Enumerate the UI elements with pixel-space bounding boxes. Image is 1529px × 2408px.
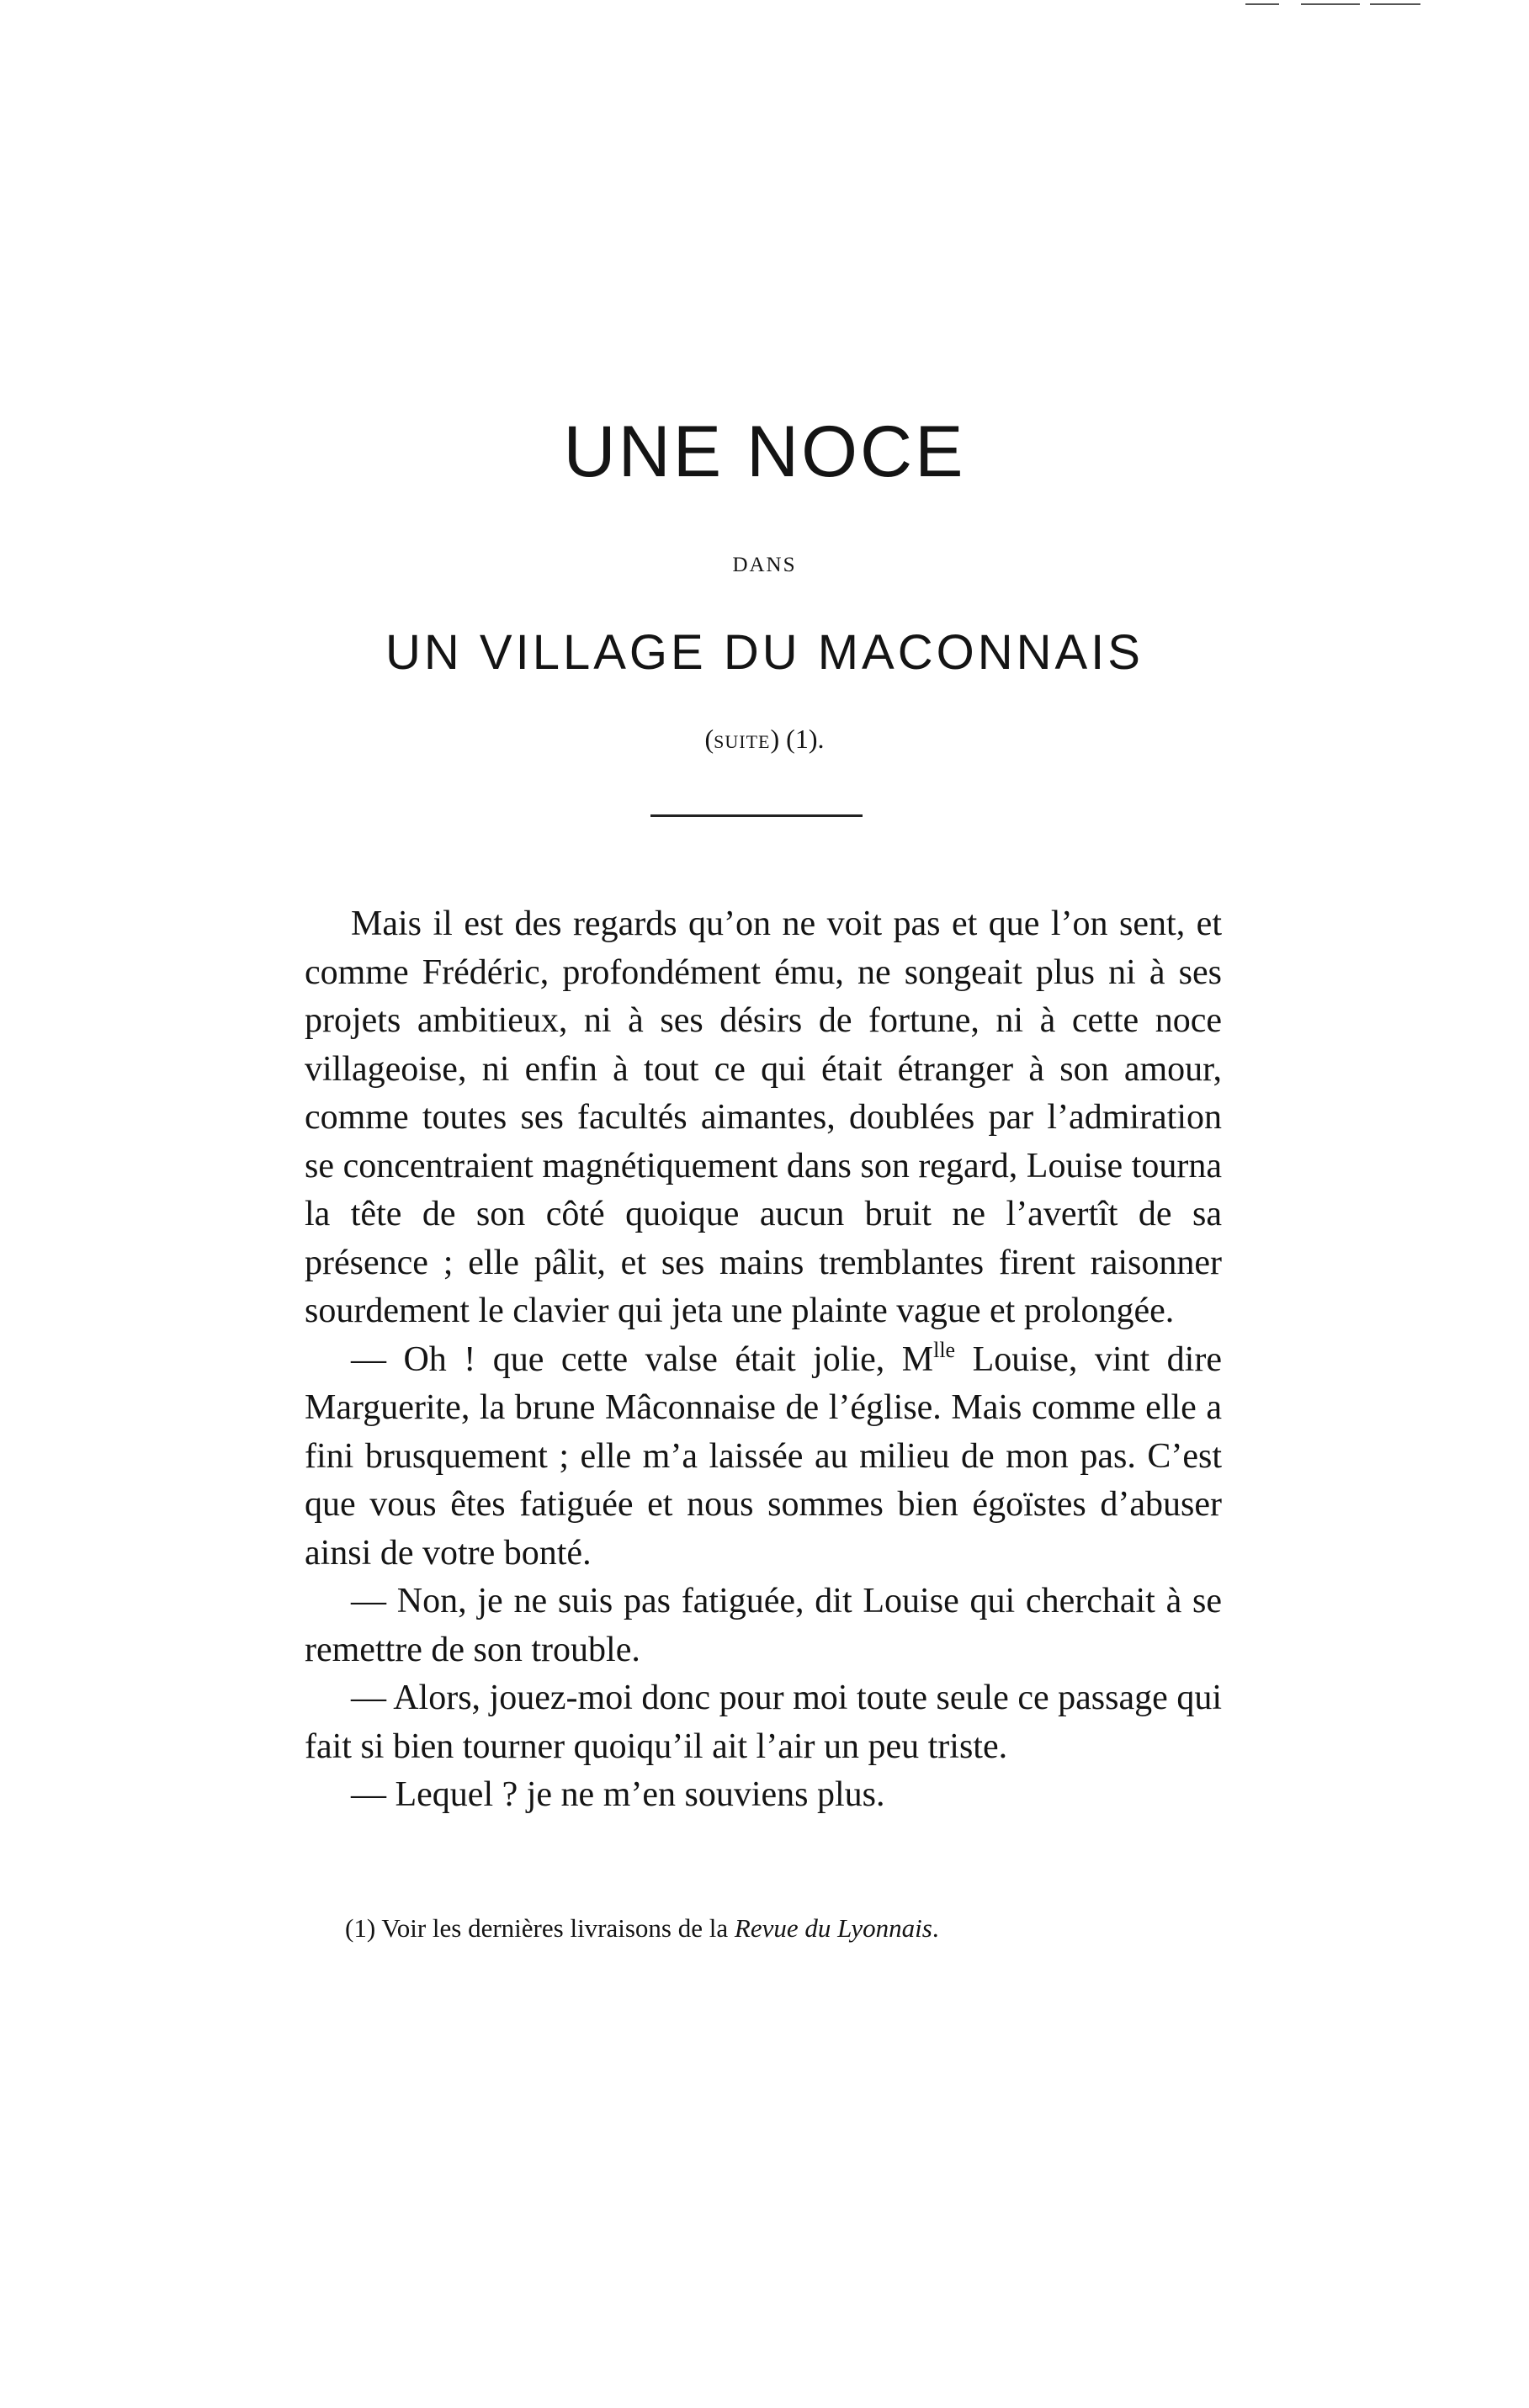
dialogue-text: Louise, vint dire Marguerite, la brune Mâconnaise de l’église. Mais comme elle a fini brusquement ; elle m’a laissée au milieu de mon pas. C’est que vous êtes fatiguée et nous sommes bien égoïstes d’abuser ainsi de votre bonté.	[305, 1339, 1222, 1573]
section-separator	[650, 814, 863, 817]
top-corner-rule	[1301, 3, 1360, 5]
paragraph	[305, 1336, 1222, 1578]
article-body	[305, 900, 1222, 1820]
top-corner-rule	[1370, 3, 1420, 5]
journal-title: Revue du Lyonnais	[734, 1913, 932, 1943]
paragraph: — Non, je ne suis pas fatiguée, dit Louise qui cherchait à se remettre de son trouble.	[305, 1582, 1222, 1669]
superscript-abbreviation: lle	[933, 1337, 956, 1362]
title-connector: DANS	[732, 554, 797, 576]
footnote-text: (1) Voir les dernières livraisons de la	[345, 1913, 735, 1943]
article-title: UNE NOCE	[563, 411, 966, 492]
article-subtitle: UN VILLAGE DU MACONNAIS	[385, 625, 1144, 680]
footnote-marker: (1).	[786, 724, 825, 754]
continuation-label: SUITE	[714, 731, 771, 752]
paragraph: — Alors, jouez-moi donc pour moi toute seule ce passage qui fait si bien tourner quoiqu’il ait l’air un peu triste.	[305, 1679, 1222, 1766]
paragraph: — Lequel ? je ne m’en souviens plus.	[351, 1775, 885, 1814]
footnote-end: .	[932, 1913, 939, 1943]
footnote	[345, 1912, 1229, 1945]
continuation-note: (SUITE) (1).	[704, 724, 825, 754]
dialogue-text: — Oh ! que cette valse était jolie, M	[351, 1339, 934, 1379]
top-corner-rule	[1245, 3, 1279, 5]
paragraph: Mais il est des regards qu’on ne voit pas et que l’on sent, et comme Frédéric, profondément ému, ne songeait plus ni à ses projets ambitieux, ni à ses désirs de fortune, ni à cette noce villageoise, ni enfin à tout ce qui était étranger à son amour, comme toutes ses facultés aimantes, doublées par l’admiration se concentraient magnétiquement dans son regard, Louise tourna la tête de son côté quoique aucun bruit ne l’avertît de sa présence ; elle pâlit, et ses mains tremblantes firent raisonner sourdement le clavier qui jeta une plainte vague et prolongée.	[305, 904, 1222, 1330]
